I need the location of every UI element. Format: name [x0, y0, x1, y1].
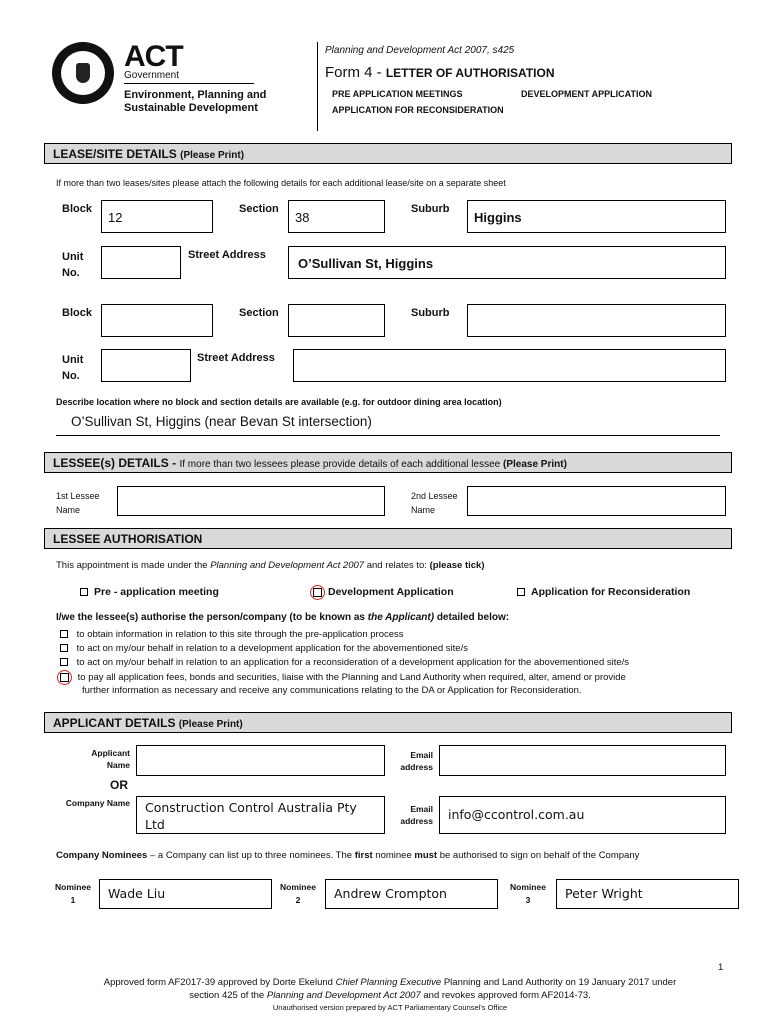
coat-of-arms-icon — [76, 63, 90, 83]
logo-divider — [124, 83, 254, 84]
company-email-label: Email address — [400, 804, 433, 826]
nominee-3-field[interactable]: Peter Wright — [556, 879, 739, 909]
suburb-label-2: Suburb — [411, 307, 450, 319]
site2-suburb-field[interactable] — [467, 304, 726, 337]
page-number: 1 — [718, 962, 724, 973]
site1-unit-field[interactable] — [101, 246, 181, 279]
authorise-item-4-continuation: further information as necessary and receive any communications relating to the DA or Application for Reconsideration. — [82, 685, 582, 696]
lessee-section-heading: LESSEE(s) DETAILS - If more than two lessees please provide details of each additional lessee (Please Print) — [44, 452, 732, 473]
form-heading — [325, 64, 555, 81]
reconsideration-checkbox[interactable] — [517, 588, 525, 596]
site1-block-field[interactable]: 12 — [101, 200, 213, 233]
company-name-label: Company Name — [65, 798, 130, 808]
site2-street-address-field[interactable] — [293, 349, 726, 382]
authorise-item-3[interactable]: to act on my/our behalf in relation to an application for a reconsideration of a development application for the abovementioned site/s — [60, 657, 629, 668]
block-label-2: Block — [62, 307, 92, 319]
form-title: LETTER OF AUTHORISATION — [385, 66, 555, 80]
lessee1-label: 1st Lessee Name — [56, 491, 100, 515]
describe-location-label: Describe location where no block and section details are available (e.g. for outdoor dining area location) — [56, 397, 502, 407]
nominee-1-field[interactable]: Wade Liu — [99, 879, 272, 909]
authorisation-section-heading: LESSEE AUTHORISATION — [44, 528, 732, 549]
site2-unit-field[interactable] — [101, 349, 191, 382]
lease-site-section-heading: LEASE/SITE DETAILS (Please Print) — [44, 143, 732, 164]
block-label: Block — [62, 203, 92, 215]
option-pre-application[interactable]: Pre - application meeting — [80, 586, 219, 598]
authorise-item-4-checkbox-checked[interactable] — [60, 673, 69, 682]
act-government-logo — [52, 42, 114, 104]
form-number: Form 4 - — [325, 64, 382, 81]
lessee2-label: 2nd Lessee Name — [411, 491, 458, 515]
company-email-field[interactable]: info@ccontrol.com.au — [439, 796, 726, 834]
header-option-reconsideration: APPLICATION FOR RECONSIDERATION — [332, 105, 504, 115]
pre-application-checkbox[interactable] — [80, 588, 88, 596]
option-development-application[interactable]: Development Application — [313, 586, 454, 598]
applicant-email-label: Email address — [400, 750, 433, 772]
street-address-label: Street Address — [188, 249, 266, 261]
authorise-item-1[interactable]: to obtain information in relation to this site through the pre-application process — [60, 629, 404, 640]
department-line-2: Sustainable Development — [124, 102, 258, 114]
suburb-label: Suburb — [411, 203, 450, 215]
section-label: Section — [239, 203, 279, 215]
authorise-statement: I/we the lessee(s) authorise the person/company (to be known as the Applicant) detailed below: — [56, 612, 510, 623]
authorise-item-3-checkbox[interactable] — [60, 658, 68, 666]
unit-number-label: Unit No. — [62, 251, 84, 279]
authorise-item-4[interactable]: to pay all application fees, bonds and securities, liaise with the Planning and Land Authority when required, alter, amend or provide — [60, 672, 626, 683]
applicant-email-field[interactable] — [439, 745, 726, 776]
or-separator: OR — [110, 778, 128, 792]
nominee-2-label: Nominee 2 — [280, 882, 316, 905]
lessee2-name-field[interactable] — [467, 486, 726, 516]
applicant-name-label: Applicant Name — [91, 748, 130, 770]
site1-section-field[interactable]: 38 — [288, 200, 385, 233]
lease-site-instruction: If more than two leases/sites please attach the following details for each additional lease/site on a separate sheet — [56, 178, 506, 188]
act-reference: Planning and Development Act 2007, s425 — [325, 45, 515, 56]
site2-section-field[interactable] — [288, 304, 385, 337]
site1-suburb-field[interactable]: Higgins — [467, 200, 726, 233]
header-option-pre-application: PRE APPLICATION MEETINGS — [332, 89, 463, 99]
describe-location-field[interactable]: O’Sullivan St, Higgins (near Bevan St intersection) — [56, 412, 720, 436]
site2-block-field[interactable] — [101, 304, 213, 337]
nominee-2-field[interactable]: Andrew Crompton — [325, 879, 498, 909]
header-option-development: DEVELOPMENT APPLICATION — [521, 89, 653, 99]
lessee1-name-field[interactable] — [117, 486, 385, 516]
applicant-section-heading: APPLICANT DETAILS (Please Print) — [44, 712, 732, 733]
option-reconsideration[interactable]: Application for Reconsideration — [517, 586, 690, 598]
company-name-field[interactable]: Construction Control Australia Pty Ltd — [136, 796, 385, 834]
appointment-statement: This appointment is made under the Planning and Development Act 2007 and relates to: (please tick) — [56, 560, 485, 571]
site1-street-address-field[interactable]: O’Sullivan St, Higgins — [288, 246, 726, 279]
authorise-item-1-checkbox[interactable] — [60, 630, 68, 638]
authorise-item-2-checkbox[interactable] — [60, 644, 68, 652]
unit-number-label-2: Unit No. — [62, 354, 84, 382]
development-application-checkbox-checked[interactable] — [313, 588, 322, 597]
logo-subtitle: Government — [124, 70, 180, 81]
nominee-1-label: Nominee 1 — [55, 882, 91, 905]
street-address-label-2: Street Address — [197, 352, 275, 364]
header-divider — [317, 42, 318, 131]
company-nominees-note: Company Nominees – a Company can list up to three nominees. The first nominee must be authorised to sign on behalf of the Company — [56, 850, 640, 861]
unauthorised-version-note: Unauthorised version prepared by ACT Parliamentary Counsel's Office — [272, 1003, 508, 1012]
logo-title: ACT — [124, 40, 183, 73]
department-line-1: Environment, Planning and — [124, 89, 267, 101]
section-label-2: Section — [239, 307, 279, 319]
approval-statement: Approved form AF2017-39 approved by Dorte Ekelund Chief Planning Executive Planning and Land Authority on 19 January 2017 under section 425 of the Planning and Development Act 2007 and revokes approved form AF2014-73. — [103, 977, 677, 1001]
applicant-name-field[interactable] — [136, 745, 385, 776]
authorise-item-2[interactable]: to act on my/our behalf in relation to a development application for the abovementioned site/s — [60, 643, 468, 654]
nominee-3-label: Nominee 3 — [510, 882, 546, 905]
